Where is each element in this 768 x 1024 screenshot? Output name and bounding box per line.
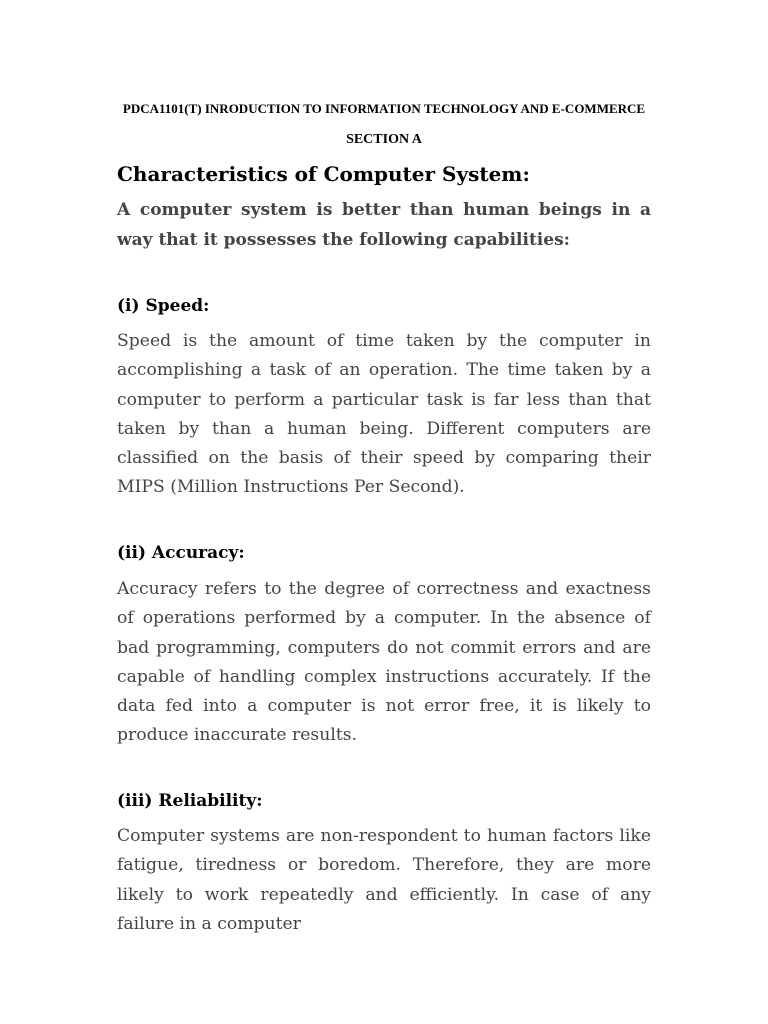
reliability-heading: (iii) Reliability: [117,791,263,811]
accuracy-heading: (ii) Accuracy: [117,543,245,563]
document-page [117,0,651,1024]
document-title: Characteristics of Computer System: [117,162,530,186]
speed-paragraph: Speed is the amount of time taken by the computer in accomplishing a task of an operation. The time taken by a computer to perform a particular task is far less than that taken by than a human being. Different computers are classified on the basis of their speed by comparing their MIPS (Million Instructions Per Second). [117,331,651,498]
accuracy-paragraph: Accuracy refers to the degree of correctness and exactness of operations performed by a computer. In the absence of bad programming, computers do not commit errors and are capable of handling complex instructions accurately. If the data fed into a computer is not error free, it is likely to produce inaccurate results. [117,579,651,746]
intro-paragraph: A computer system is better than human beings in a way that it possesses the following capabilities: [117,200,651,250]
speed-heading: (i) Speed: [117,296,210,316]
course-title-header: PDCA1101(T) INRODUCTION TO INFORMATION TECHNOLOGY AND E-COMMERCE [122,101,646,116]
section-label: SECTION A [346,132,422,147]
reliability-paragraph: Computer systems are non-respondent to human factors like fatigue, tiredness or boredom. Therefore, they are more likely to work repeatedly and efficiently. In case of any failure in a computer [117,826,651,934]
